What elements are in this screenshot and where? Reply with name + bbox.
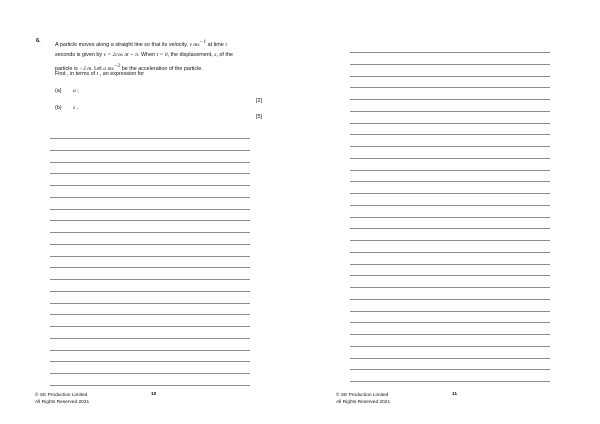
part-punctuation: . [75, 105, 79, 111]
answer-line[interactable] [350, 64, 550, 65]
find-text: , an expression for [99, 71, 145, 77]
answer-line[interactable] [350, 358, 550, 359]
answer-line[interactable] [50, 150, 250, 151]
answer-line[interactable] [50, 326, 250, 327]
answer-line[interactable] [350, 275, 550, 276]
footer-copyright [35, 392, 89, 406]
answer-line[interactable] [50, 173, 250, 174]
part-a-expression [73, 88, 79, 94]
answer-line[interactable] [50, 314, 250, 315]
answer-line[interactable] [350, 369, 550, 370]
answer-line[interactable] [350, 181, 550, 182]
math-velocity-expression: v = 2cos πt + π [103, 52, 138, 59]
answer-line[interactable] [50, 338, 250, 339]
answer-line[interactable] [50, 303, 250, 304]
answer-line[interactable] [50, 209, 250, 210]
answer-line[interactable] [350, 264, 550, 265]
answer-line[interactable] [350, 299, 550, 300]
question-stem [55, 37, 265, 74]
answer-line[interactable] [350, 193, 550, 194]
answer-line[interactable] [350, 240, 550, 241]
answer-line[interactable] [350, 76, 550, 77]
page-number: 11 [452, 392, 458, 397]
answer-line[interactable] [350, 322, 550, 323]
math-unit: ms [191, 41, 200, 48]
answer-line[interactable] [50, 279, 250, 280]
stem-text: A particle moves along a straight line so that its velocity, [55, 41, 188, 48]
answer-line[interactable] [350, 346, 550, 347]
stem-text: at time [206, 41, 224, 48]
answer-line[interactable] [50, 197, 250, 198]
answer-line[interactable] [350, 311, 550, 312]
answer-line[interactable] [350, 52, 550, 53]
answer-line[interactable] [50, 244, 250, 245]
math-v: v [189, 41, 192, 48]
math-exponent: −1 [199, 39, 207, 45]
answer-line[interactable] [350, 334, 550, 335]
footer-copyright [336, 392, 390, 406]
copyright-text: © SE Production Limited [336, 393, 389, 398]
question-number: 6. [36, 38, 41, 44]
answer-line[interactable] [50, 361, 250, 362]
answer-line[interactable] [50, 232, 250, 233]
stem-text: particle is [55, 65, 78, 72]
answer-line[interactable] [350, 99, 550, 100]
find-text: Find , in terms of [55, 71, 96, 77]
answer-line[interactable] [350, 146, 550, 147]
stem-text: , the displacement, [167, 52, 213, 59]
part-a-marks: [2] [256, 98, 262, 104]
find-instruction [55, 71, 144, 77]
answer-line[interactable] [50, 162, 250, 163]
math-a: a [73, 88, 76, 94]
part-a-label: (a) [55, 88, 62, 94]
part-punctuation: ; [75, 88, 79, 94]
answer-line[interactable] [350, 134, 550, 135]
math-s: s [214, 52, 217, 59]
math-a: a [103, 65, 107, 72]
math-t: t [96, 71, 99, 77]
math-t: t [225, 41, 227, 48]
answer-line[interactable] [350, 87, 550, 88]
page-number: 10 [151, 392, 157, 397]
right-page [300, 0, 600, 424]
math-initial-displacement: −3 m [79, 65, 92, 72]
math-s: s [73, 105, 76, 111]
stem-text: , of the [216, 52, 233, 59]
stem-line-2 [55, 50, 265, 61]
answer-line[interactable] [350, 252, 550, 253]
answer-line[interactable] [50, 385, 250, 386]
part-b-expression [73, 105, 78, 111]
answer-line[interactable] [50, 291, 250, 292]
answer-line[interactable] [350, 287, 550, 288]
stem-text: seconds is given by [55, 52, 103, 59]
answer-line[interactable] [50, 373, 250, 374]
rights-text: All Rights Reserved 2021 [336, 400, 391, 405]
answer-line[interactable] [350, 158, 550, 159]
stem-line-1 [55, 37, 265, 50]
answer-line[interactable] [350, 205, 550, 206]
answer-line[interactable] [350, 111, 550, 112]
answer-line[interactable] [50, 138, 250, 139]
answer-line[interactable] [350, 170, 550, 171]
answer-line[interactable] [50, 256, 250, 257]
answer-line[interactable] [50, 220, 250, 221]
math-t-zero: t = 0 [156, 52, 168, 59]
answer-line[interactable] [50, 267, 250, 268]
stem-text: . When [137, 52, 156, 59]
math-exponent: −2 [113, 62, 121, 69]
part-b-marks: [5] [256, 114, 262, 120]
rights-text: All Rights Reserved 2021 [35, 400, 90, 405]
answer-line[interactable] [350, 381, 550, 382]
answer-line[interactable] [350, 217, 550, 218]
answer-line[interactable] [50, 350, 250, 351]
answer-line[interactable] [350, 123, 550, 124]
stem-text: be the acceleration of the particle. [120, 65, 203, 72]
answer-line[interactable] [50, 185, 250, 186]
stem-text: . Let [91, 65, 102, 72]
copyright-text: © SE Production Limited [35, 393, 88, 398]
math-unit: ms [106, 65, 114, 72]
answer-line[interactable] [350, 228, 550, 229]
part-b-label: (b) [55, 105, 62, 111]
